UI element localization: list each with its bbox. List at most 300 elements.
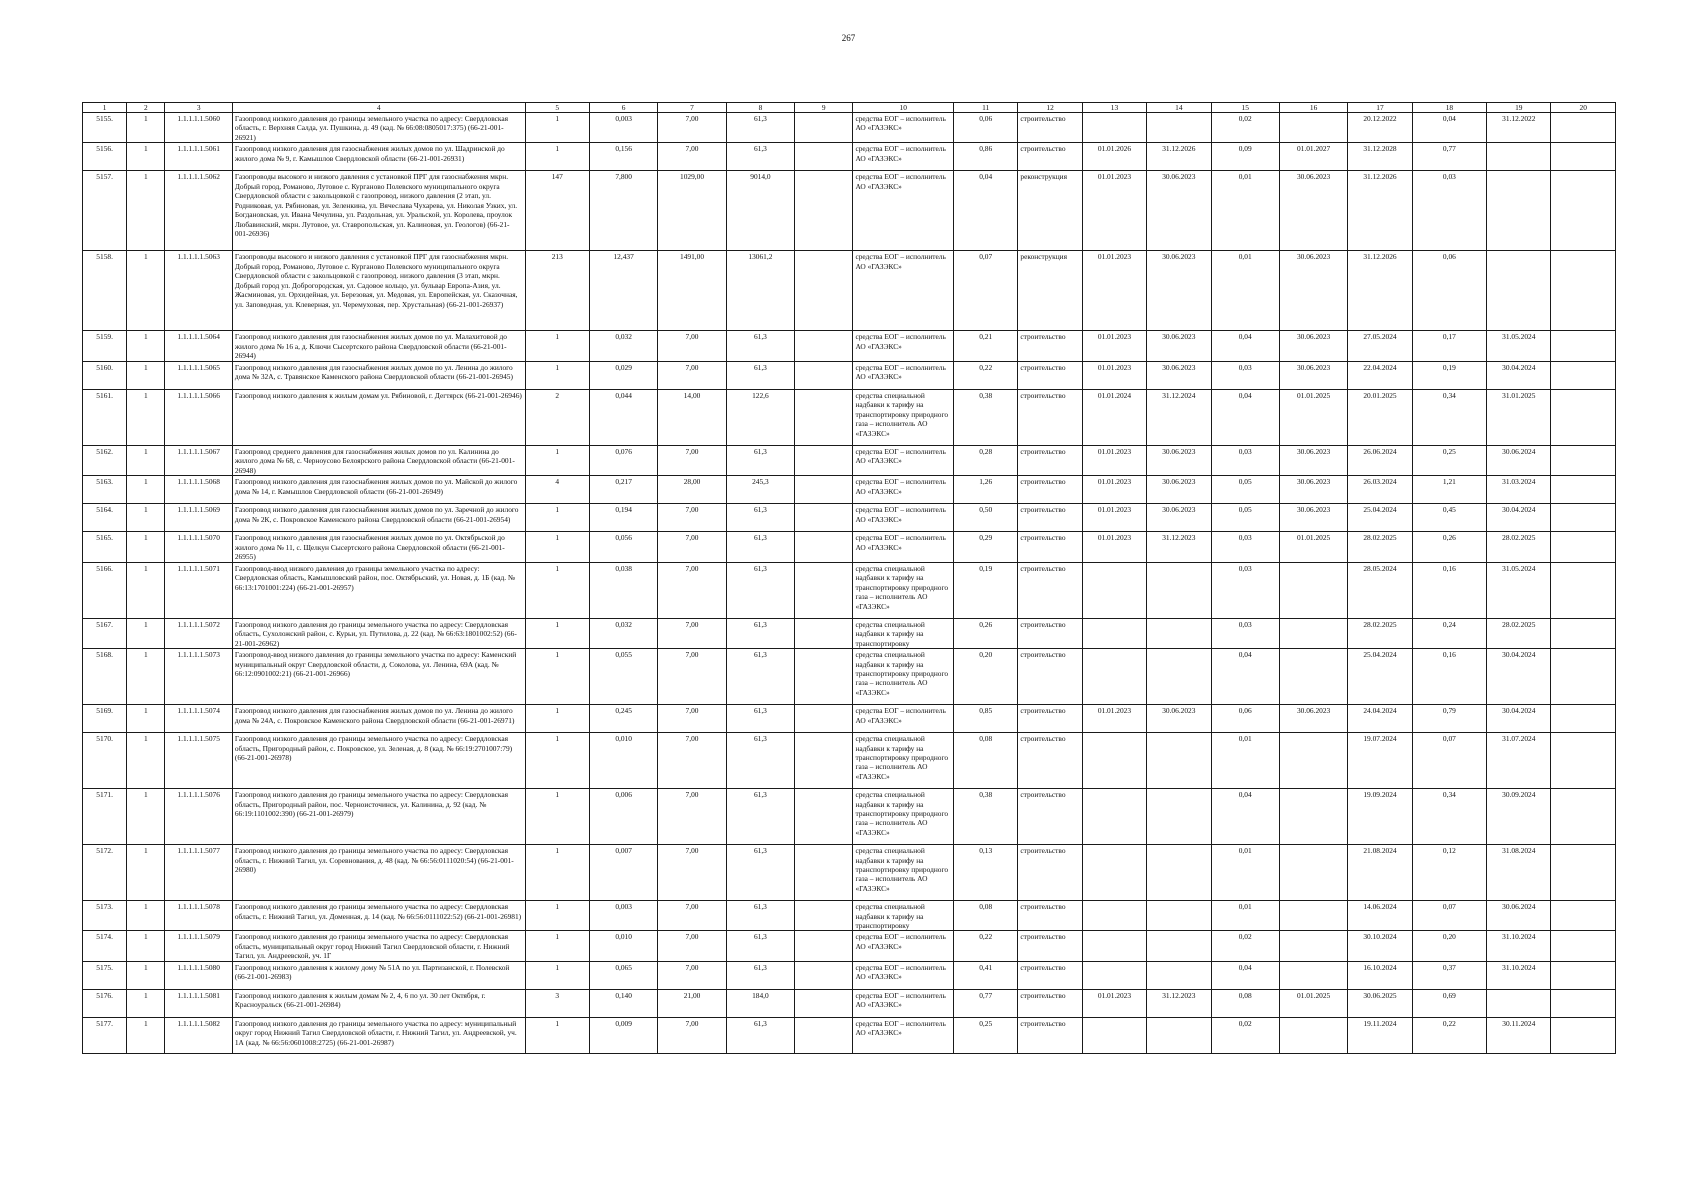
col-19-date-cell: 31.03.2024 <box>1487 476 1551 504</box>
start-date-cell: 01.01.2023 <box>1082 361 1146 389</box>
start-date-cell: 01.01.2023 <box>1082 532 1146 562</box>
col-19-date-cell: 31.05.2024 <box>1487 331 1551 361</box>
table-row <box>83 476 1616 504</box>
col-11-cell: 0,06 <box>954 113 1018 143</box>
col-17-date-cell: 25.04.2024 <box>1348 504 1412 532</box>
col-5-cell: 1 <box>525 931 589 961</box>
row-number: 5173. <box>83 901 127 931</box>
length-cell: 0,009 <box>589 1017 657 1053</box>
col-5-cell: 1 <box>525 649 589 705</box>
funding-source-cell: средства ЕОГ – исполнитель АО «ГАЗЭКС» <box>853 361 954 389</box>
end-date-cell: 31.12.2026 <box>1147 143 1211 171</box>
col-7-cell: 7,00 <box>658 705 726 733</box>
object-name-cell: Газопровод низкого давления к жилым домам № 2, 4, 6 по ул. 30 лет Октября, г. Красноуральск (66-21-001-26984) <box>232 989 525 1017</box>
column-header: 14 <box>1147 103 1211 113</box>
col-8-cell: 61,3 <box>726 901 794 931</box>
length-cell: 0,007 <box>589 845 657 901</box>
row-number: 5157. <box>83 171 127 251</box>
column-header: 12 <box>1018 103 1082 113</box>
table-row <box>83 961 1616 989</box>
col-8-cell: 61,3 <box>726 649 794 705</box>
col-9-cell <box>795 562 853 618</box>
start-date-cell: 01.01.2023 <box>1082 445 1146 475</box>
col-11-cell: 0,25 <box>954 1017 1018 1053</box>
row-number: 5176. <box>83 989 127 1017</box>
start-date-cell: 01.01.2023 <box>1082 705 1146 733</box>
funding-source-cell: средства ЕОГ – исполнитель АО «ГАЗЭКС» <box>853 961 954 989</box>
col-19-date-cell: 28.02.2025 <box>1487 618 1551 648</box>
table-row <box>83 562 1616 618</box>
col-11-cell: 0,21 <box>954 331 1018 361</box>
row-number: 5156. <box>83 143 127 171</box>
length-cell: 0,065 <box>589 961 657 989</box>
length-cell: 0,003 <box>589 113 657 143</box>
col-8-cell: 13061,2 <box>726 251 794 331</box>
col-5-cell: 1 <box>525 331 589 361</box>
object-name-cell: Газопроводы высокого и низкого давления с установкой ПРГ для газоснабжения мкрн. Добрый город, Романово, Лутовое с. Курганово Полевского муниципального округа Свердловской области с закольцовкой с газопровод. низкого давления (3 этап, мкрн. Добрый город ул. Доброгородская, ул. Садовое кольцо, ул. бульвар Европа-Азия, ул. Жасминовая, ул. Орхидейная, ул. Березовая, ул. Медовая, ул. Европейская, ул. Сказочная, ул. Заповедная, ул. Клеверная, ул. Черемуховая, пер. Хрустальная) (66-21-001-26937) <box>232 251 525 331</box>
column-header: 5 <box>525 103 589 113</box>
funding-source-cell: средства ЕОГ – исполнитель АО «ГАЗЭКС» <box>853 251 954 331</box>
column-header: 9 <box>795 103 853 113</box>
col-17-date-cell: 20.12.2022 <box>1348 113 1412 143</box>
object-code-cell: 1.1.1.1.1.5061 <box>165 143 232 171</box>
object-code-cell: 1.1.1.1.1.5073 <box>165 649 232 705</box>
start-date-cell: 01.01.2023 <box>1082 989 1146 1017</box>
col-2-cell: 1 <box>127 845 165 901</box>
col-7-cell: 1491,00 <box>658 251 726 331</box>
col-9-cell <box>795 251 853 331</box>
col-2-cell: 1 <box>127 789 165 845</box>
col-20-cell <box>1551 389 1616 445</box>
end-date-cell <box>1147 845 1211 901</box>
row-number: 5165. <box>83 532 127 562</box>
funding-source-cell: средства специальной надбавки к тарифу на транспортировку природного газа – исполнитель АО «ГАЗЭКС» <box>853 789 954 845</box>
col-15-cell: 0,01 <box>1211 171 1279 251</box>
col-19-date-cell: 30.06.2024 <box>1487 901 1551 931</box>
object-code-cell: 1.1.1.1.1.5077 <box>165 845 232 901</box>
col-2-cell: 1 <box>127 649 165 705</box>
object-name-cell: Газопровод низкого давления для газоснабжения жилых домов по ул. Малахитовой до жилого дома № 16 а, д. Ключи Сысертского района Свердловской области (66-21-001-26944) <box>232 331 525 361</box>
end-date-cell: 30.06.2023 <box>1147 251 1211 331</box>
col-11-cell: 0,50 <box>954 504 1018 532</box>
col-7-cell: 7,00 <box>658 113 726 143</box>
col-11-cell: 0,29 <box>954 532 1018 562</box>
col-15-cell: 0,05 <box>1211 476 1279 504</box>
col-8-cell: 61,3 <box>726 504 794 532</box>
object-code-cell: 1.1.1.1.1.5064 <box>165 331 232 361</box>
work-type-cell: строительство <box>1018 845 1082 901</box>
col-15-cell: 0,04 <box>1211 961 1279 989</box>
col-9-cell <box>795 361 853 389</box>
col-5-cell: 147 <box>525 171 589 251</box>
row-number: 5166. <box>83 562 127 618</box>
length-cell: 0,032 <box>589 331 657 361</box>
table-row <box>83 504 1616 532</box>
table-row <box>83 251 1616 331</box>
col-15-cell: 0,03 <box>1211 361 1279 389</box>
col-8-cell: 184,0 <box>726 989 794 1017</box>
work-type-cell: строительство <box>1018 389 1082 445</box>
col-19-date-cell <box>1487 171 1551 251</box>
col-11-cell: 0,22 <box>954 361 1018 389</box>
col-19-date-cell: 31.10.2024 <box>1487 931 1551 961</box>
work-type-cell: строительство <box>1018 931 1082 961</box>
col-7-cell: 7,00 <box>658 1017 726 1053</box>
col-9-cell <box>795 445 853 475</box>
col-19-date-cell: 30.06.2024 <box>1487 445 1551 475</box>
work-type-cell: строительство <box>1018 143 1082 171</box>
col-8-cell: 61,3 <box>726 445 794 475</box>
column-header: 4 <box>232 103 525 113</box>
col-16-cell: 30.06.2023 <box>1279 476 1347 504</box>
col-16-cell: 30.06.2023 <box>1279 171 1347 251</box>
col-15-cell: 0,08 <box>1211 989 1279 1017</box>
col-20-cell <box>1551 789 1616 845</box>
length-cell: 0,038 <box>589 562 657 618</box>
col-2-cell: 1 <box>127 961 165 989</box>
work-type-cell: строительство <box>1018 961 1082 989</box>
col-9-cell <box>795 705 853 733</box>
col-17-date-cell: 25.04.2024 <box>1348 649 1412 705</box>
object-code-cell: 1.1.1.1.1.5068 <box>165 476 232 504</box>
object-name-cell: Газопровод низкого давления к жилым домам ул. Рябиновой, г. Дегтярск (66-21-001-26946) <box>232 389 525 445</box>
start-date-cell <box>1082 618 1146 648</box>
col-9-cell <box>795 331 853 361</box>
object-code-cell: 1.1.1.1.1.5062 <box>165 171 232 251</box>
col-16-cell <box>1279 562 1347 618</box>
object-name-cell: Газопровод среднего давления для газоснабжения жилых домов по ул. Калинина до жилого дома № 68, с. Черноусово Белоярского района Свердловской области (66-21-001-26948) <box>232 445 525 475</box>
object-name-cell: Газопровод низкого давления до границы земельного участка по адресу: Свердловская область, г. Нижний Тагил, ул. Доменная, д. 14 (кад. № 66:56:0111022:52) (66-21-001-26981) <box>232 901 525 931</box>
row-number: 5163. <box>83 476 127 504</box>
row-number: 5172. <box>83 845 127 901</box>
col-18-cell: 0,20 <box>1412 931 1486 961</box>
end-date-cell <box>1147 931 1211 961</box>
col-16-cell: 30.06.2023 <box>1279 504 1347 532</box>
col-18-cell: 0,19 <box>1412 361 1486 389</box>
funding-source-cell: средства ЕОГ – исполнитель АО «ГАЗЭКС» <box>853 143 954 171</box>
object-code-cell: 1.1.1.1.1.5065 <box>165 361 232 389</box>
col-20-cell <box>1551 171 1616 251</box>
end-date-cell <box>1147 649 1211 705</box>
col-8-cell: 61,3 <box>726 961 794 989</box>
col-7-cell: 7,00 <box>658 961 726 989</box>
table-row <box>83 143 1616 171</box>
col-11-cell: 0,08 <box>954 901 1018 931</box>
col-18-cell: 0,16 <box>1412 562 1486 618</box>
row-number: 5177. <box>83 1017 127 1053</box>
col-15-cell: 0,03 <box>1211 532 1279 562</box>
col-20-cell <box>1551 1017 1616 1053</box>
start-date-cell: 01.01.2023 <box>1082 251 1146 331</box>
col-20-cell <box>1551 901 1616 931</box>
col-9-cell <box>795 113 853 143</box>
object-name-cell: Газопровод низкого давления до границы земельного участка по адресу: муниципальный округ город Нижний Тагил Свердловской области, г. Нижний Тагил, ул. Андреевской, уч. 1А (кад. № 66:56:0601008:2725) (66-21-001-26987) <box>232 1017 525 1053</box>
table-row <box>83 113 1616 143</box>
col-17-date-cell: 16.10.2024 <box>1348 961 1412 989</box>
table-row <box>83 618 1616 648</box>
funding-source-cell: средства специальной надбавки к тарифу на транспортировку природного газа – исполнитель АО «ГАЗЭКС» <box>853 733 954 789</box>
object-name-cell: Газопровод низкого давления для газоснабжения жилых домов по ул. Майской до жилого дома № 14, г. Камышлов Свердловской области (66-21-001-26949) <box>232 476 525 504</box>
object-code-cell: 1.1.1.1.1.5066 <box>165 389 232 445</box>
object-name-cell: Газопровод низкого давления до границы земельного участка по адресу: Свердловская область, Сухоложский район, с. Курьи, ул. Путилова, д. 22 (кад. № 66:63:1801002:52) (66-21-001-26962) <box>232 618 525 648</box>
end-date-cell: 30.06.2023 <box>1147 705 1211 733</box>
col-8-cell: 61,3 <box>726 361 794 389</box>
col-17-date-cell: 26.03.2024 <box>1348 476 1412 504</box>
start-date-cell <box>1082 113 1146 143</box>
col-5-cell: 1 <box>525 733 589 789</box>
end-date-cell <box>1147 562 1211 618</box>
object-name-cell: Газопровод низкого давления для газоснабжения жилых домов по ул. Октябрьской до жилого дома № 11, с. Щелкун Сысертского района Свердловской области (66-21-001-26955) <box>232 532 525 562</box>
col-8-cell: 61,3 <box>726 931 794 961</box>
row-number: 5160. <box>83 361 127 389</box>
col-17-date-cell: 21.08.2024 <box>1348 845 1412 901</box>
table-row <box>83 361 1616 389</box>
column-header: 19 <box>1487 103 1551 113</box>
work-type-cell: строительство <box>1018 113 1082 143</box>
col-2-cell: 1 <box>127 143 165 171</box>
object-code-cell: 1.1.1.1.1.5063 <box>165 251 232 331</box>
col-15-cell: 0,03 <box>1211 562 1279 618</box>
col-19-date-cell: 30.09.2024 <box>1487 789 1551 845</box>
funding-source-cell: средства ЕОГ – исполнитель АО «ГАЗЭКС» <box>853 504 954 532</box>
table-row <box>83 989 1616 1017</box>
end-date-cell: 30.06.2023 <box>1147 476 1211 504</box>
object-code-cell: 1.1.1.1.1.5074 <box>165 705 232 733</box>
column-number-header-row <box>83 103 1616 113</box>
col-9-cell <box>795 989 853 1017</box>
col-9-cell <box>795 733 853 789</box>
start-date-cell: 01.01.2023 <box>1082 171 1146 251</box>
end-date-cell <box>1147 901 1211 931</box>
object-code-cell: 1.1.1.1.1.5072 <box>165 618 232 648</box>
col-20-cell <box>1551 931 1616 961</box>
object-name-cell: Газопровод низкого давления к жилому дому № 51А по ул. Партизанской, г. Полевской (66-21-001-26983) <box>232 961 525 989</box>
column-header: 1 <box>83 103 127 113</box>
funding-source-cell: средства ЕОГ – исполнитель АО «ГАЗЭКС» <box>853 113 954 143</box>
length-cell: 0,055 <box>589 649 657 705</box>
col-2-cell: 1 <box>127 251 165 331</box>
col-19-date-cell: 30.04.2024 <box>1487 649 1551 705</box>
table-row <box>83 931 1616 961</box>
start-date-cell: 01.01.2023 <box>1082 331 1146 361</box>
col-16-cell <box>1279 649 1347 705</box>
col-2-cell: 1 <box>127 445 165 475</box>
col-15-cell: 0,02 <box>1211 931 1279 961</box>
table-row <box>83 705 1616 733</box>
work-type-cell: строительство <box>1018 476 1082 504</box>
start-date-cell <box>1082 649 1146 705</box>
col-16-cell: 30.06.2023 <box>1279 445 1347 475</box>
col-19-date-cell: 30.04.2024 <box>1487 504 1551 532</box>
col-19-date-cell: 31.08.2024 <box>1487 845 1551 901</box>
col-7-cell: 7,00 <box>658 504 726 532</box>
col-11-cell: 0,22 <box>954 931 1018 961</box>
object-code-cell: 1.1.1.1.1.5071 <box>165 562 232 618</box>
col-11-cell: 0,20 <box>954 649 1018 705</box>
funding-source-cell: средства ЕОГ – исполнитель АО «ГАЗЭКС» <box>853 1017 954 1053</box>
col-17-date-cell: 19.07.2024 <box>1348 733 1412 789</box>
col-17-date-cell: 27.05.2024 <box>1348 331 1412 361</box>
work-type-cell: строительство <box>1018 1017 1082 1053</box>
column-header: 2 <box>127 103 165 113</box>
col-20-cell <box>1551 445 1616 475</box>
col-19-date-cell: 31.12.2022 <box>1487 113 1551 143</box>
col-7-cell: 1029,00 <box>658 171 726 251</box>
col-18-cell: 0,17 <box>1412 331 1486 361</box>
table-row <box>83 733 1616 789</box>
end-date-cell <box>1147 961 1211 989</box>
object-code-cell: 1.1.1.1.1.5078 <box>165 901 232 931</box>
col-5-cell: 1 <box>525 789 589 845</box>
end-date-cell <box>1147 1017 1211 1053</box>
object-name-cell: Газопровод низкого давления до границы земельного участка по адресу: Свердловская область, г. Нижний Тагил, ул. Соревнования, д. 48 (кад. № 66:56:0111020:54) (66-21-001-26980) <box>232 845 525 901</box>
col-18-cell: 0,16 <box>1412 649 1486 705</box>
col-8-cell: 61,3 <box>726 331 794 361</box>
col-8-cell: 122,6 <box>726 389 794 445</box>
col-20-cell <box>1551 113 1616 143</box>
funding-source-cell: средства ЕОГ – исполнитель АО «ГАЗЭКС» <box>853 989 954 1017</box>
col-11-cell: 0,28 <box>954 445 1018 475</box>
col-15-cell: 0,06 <box>1211 705 1279 733</box>
table-row <box>83 389 1616 445</box>
col-9-cell <box>795 845 853 901</box>
end-date-cell: 31.12.2024 <box>1147 389 1211 445</box>
col-2-cell: 1 <box>127 476 165 504</box>
work-type-cell: строительство <box>1018 532 1082 562</box>
col-7-cell: 14,00 <box>658 389 726 445</box>
col-9-cell <box>795 901 853 931</box>
col-18-cell: 0,06 <box>1412 251 1486 331</box>
start-date-cell <box>1082 789 1146 845</box>
col-16-cell: 01.01.2025 <box>1279 989 1347 1017</box>
col-17-date-cell: 30.10.2024 <box>1348 931 1412 961</box>
col-5-cell: 2 <box>525 389 589 445</box>
col-7-cell: 7,00 <box>658 532 726 562</box>
length-cell: 0,245 <box>589 705 657 733</box>
col-5-cell: 1 <box>525 961 589 989</box>
col-17-date-cell: 28.02.2025 <box>1348 532 1412 562</box>
col-16-cell <box>1279 961 1347 989</box>
length-cell: 0,156 <box>589 143 657 171</box>
col-9-cell <box>795 789 853 845</box>
end-date-cell: 31.12.2023 <box>1147 532 1211 562</box>
col-16-cell <box>1279 789 1347 845</box>
col-20-cell <box>1551 331 1616 361</box>
col-11-cell: 0,77 <box>954 989 1018 1017</box>
col-17-date-cell: 28.05.2024 <box>1348 562 1412 618</box>
col-9-cell <box>795 618 853 648</box>
col-15-cell: 0,04 <box>1211 389 1279 445</box>
funding-source-cell: средства специальной надбавки к тарифу на транспортировку природного газа – исполнитель АО «ГАЗЭКС» <box>853 649 954 705</box>
work-type-cell: строительство <box>1018 504 1082 532</box>
column-header: 20 <box>1551 103 1616 113</box>
object-name-cell: Газопровод низкого давления до границы земельного участка по адресу: Свердловская область, г. Верхняя Салда, ул. Пушкина, д. 49 (кад. № 66:08:0805017:375) (66-21-001-26921) <box>232 113 525 143</box>
length-cell: 0,056 <box>589 532 657 562</box>
col-11-cell: 0,86 <box>954 143 1018 171</box>
funding-source-cell: средства ЕОГ – исполнитель АО «ГАЗЭКС» <box>853 532 954 562</box>
object-code-cell: 1.1.1.1.1.5069 <box>165 504 232 532</box>
funding-source-cell: средства специальной надбавки к тарифу на транспортировку <box>853 618 954 648</box>
row-number: 5170. <box>83 733 127 789</box>
col-17-date-cell: 24.04.2024 <box>1348 705 1412 733</box>
object-code-cell: 1.1.1.1.1.5075 <box>165 733 232 789</box>
table-row <box>83 1017 1616 1053</box>
col-20-cell <box>1551 476 1616 504</box>
col-18-cell: 0,07 <box>1412 901 1486 931</box>
col-19-date-cell: 31.07.2024 <box>1487 733 1551 789</box>
col-20-cell <box>1551 845 1616 901</box>
col-19-date-cell <box>1487 989 1551 1017</box>
start-date-cell: 01.01.2023 <box>1082 476 1146 504</box>
col-17-date-cell: 31.12.2026 <box>1348 171 1412 251</box>
col-17-date-cell: 26.06.2024 <box>1348 445 1412 475</box>
page-number: 267 <box>841 33 856 43</box>
col-16-cell <box>1279 113 1347 143</box>
col-8-cell: 9014,0 <box>726 171 794 251</box>
object-name-cell: Газопровод низкого давления до границы земельного участка по адресу: Свердловская область, Пригородный район, с. Покровское, ул. Зеленая, д. 8 (кад. № 66:19:2701007:79) (66-21-001-26978) <box>232 733 525 789</box>
col-7-cell: 7,00 <box>658 445 726 475</box>
funding-source-cell: средства специальной надбавки к тарифу на транспортировку природного газа – исполнитель АО «ГАЗЭКС» <box>853 562 954 618</box>
col-5-cell: 1 <box>525 901 589 931</box>
col-17-date-cell: 19.11.2024 <box>1348 1017 1412 1053</box>
table-row <box>83 789 1616 845</box>
col-5-cell: 1 <box>525 143 589 171</box>
col-11-cell: 0,08 <box>954 733 1018 789</box>
object-code-cell: 1.1.1.1.1.5080 <box>165 961 232 989</box>
col-15-cell: 0,09 <box>1211 143 1279 171</box>
funding-source-cell: средства ЕОГ – исполнитель АО «ГАЗЭКС» <box>853 171 954 251</box>
col-11-cell: 0,38 <box>954 389 1018 445</box>
col-20-cell <box>1551 618 1616 648</box>
length-cell: 12,437 <box>589 251 657 331</box>
col-7-cell: 7,00 <box>658 845 726 901</box>
col-16-cell: 30.06.2023 <box>1279 251 1347 331</box>
col-7-cell: 7,00 <box>658 931 726 961</box>
length-cell: 0,140 <box>589 989 657 1017</box>
row-number: 5159. <box>83 331 127 361</box>
end-date-cell: 30.06.2023 <box>1147 331 1211 361</box>
col-18-cell: 0,26 <box>1412 532 1486 562</box>
column-header: 3 <box>165 103 232 113</box>
col-16-cell <box>1279 733 1347 789</box>
work-type-cell: реконструкция <box>1018 251 1082 331</box>
col-2-cell: 1 <box>127 705 165 733</box>
col-9-cell <box>795 961 853 989</box>
funding-source-cell: средства ЕОГ – исполнитель АО «ГАЗЭКС» <box>853 931 954 961</box>
col-11-cell: 0,38 <box>954 789 1018 845</box>
length-cell: 0,076 <box>589 445 657 475</box>
col-18-cell: 0,79 <box>1412 705 1486 733</box>
col-7-cell: 7,00 <box>658 618 726 648</box>
col-15-cell: 0,01 <box>1211 733 1279 789</box>
col-16-cell: 01.01.2025 <box>1279 389 1347 445</box>
object-name-cell: Газопровод низкого давления для газоснабжения жилых домов по ул. Заречной до жилого дома № 2К, с. Покровское Каменского района Свердловской области (66-21-001-26954) <box>232 504 525 532</box>
col-20-cell <box>1551 989 1616 1017</box>
col-15-cell: 0,02 <box>1211 1017 1279 1053</box>
col-8-cell: 61,3 <box>726 113 794 143</box>
col-20-cell <box>1551 504 1616 532</box>
col-18-cell: 0,12 <box>1412 845 1486 901</box>
col-2-cell: 1 <box>127 989 165 1017</box>
object-name-cell: Газопровод низкого давления для газоснабжения жилых домов по ул. Шадринской до жилого дома № 9, г. Камышлов Свердловской области (66-21-001-26931) <box>232 143 525 171</box>
col-8-cell: 61,3 <box>726 532 794 562</box>
funding-source-cell: средства специальной надбавки к тарифу на транспортировку природного газа – исполнитель АО «ГАЗЭКС» <box>853 845 954 901</box>
work-type-cell: строительство <box>1018 361 1082 389</box>
col-17-date-cell: 22.04.2024 <box>1348 361 1412 389</box>
funding-source-cell: средства специальной надбавки к тарифу на транспортировку природного газа – исполнитель АО «ГАЗЭКС» <box>853 389 954 445</box>
column-header: 13 <box>1082 103 1146 113</box>
end-date-cell <box>1147 733 1211 789</box>
